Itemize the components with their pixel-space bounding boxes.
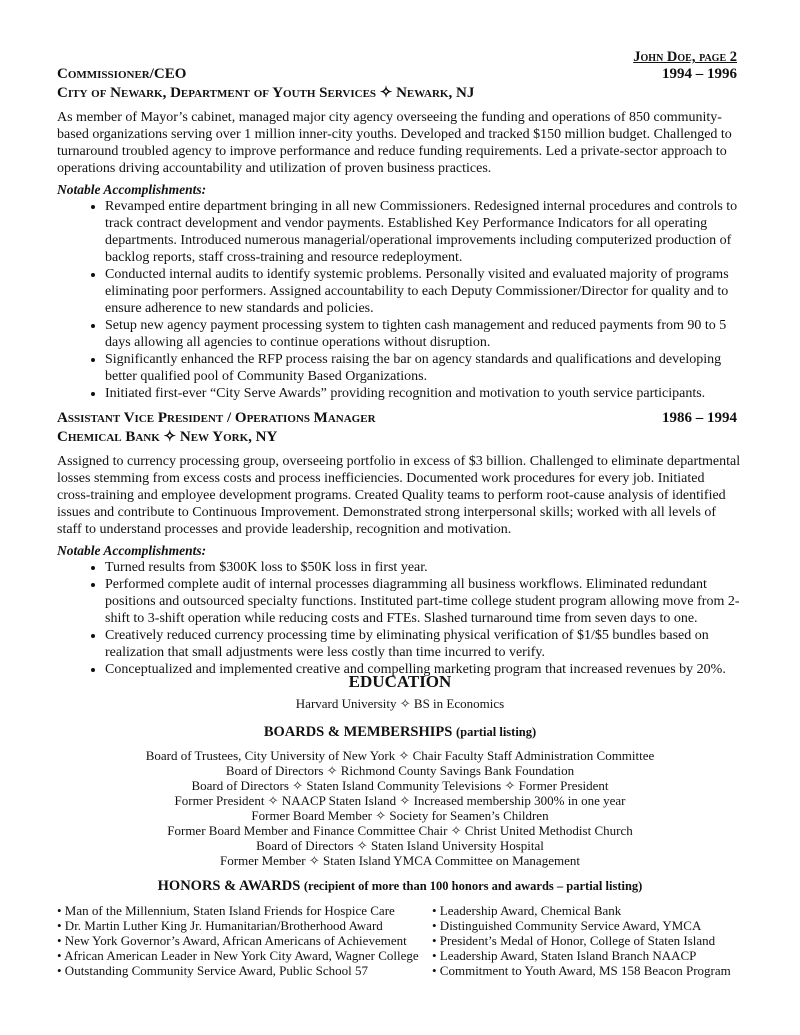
honor-item: • Distinguished Community Service Award, YMCA (432, 918, 702, 933)
list-item: • Performed complete audit of internal processes diagramming all business workflows. Eliminated redundant positions and outsourced specialty functions. Instituted part-time college student program allowing move from 2-shift to 3-shift operation while reducing costs and FTEs. Slashed turnaround time from seven days to one. (105, 576, 741, 627)
honor-item: • Outstanding Community Service Award, Public School 57 (57, 963, 369, 978)
job-chemical-bank (57, 409, 741, 678)
honors-right-column (432, 903, 731, 978)
honor-item: • Commitment to Youth Award, MS 158 Beacon Program (432, 963, 731, 978)
board-line: Former Board Member and Finance Committee Chair ✧ Christ United Methodist Church (167, 823, 633, 838)
list-item: • Initiated first-ever “City Serve Awards” providing recognition and motivation to youth service participants. (105, 385, 741, 402)
list-item: • Turned results from $300K loss to $50K loss in first year. (105, 559, 741, 576)
honors-list (57, 903, 757, 978)
list-item: • Conducted internal audits to identify systemic problems. Personally visited and evaluated majority of programs eliminating poor performers. Assigned accountability to each Deputy Commissioner/Director for quality and to ensure adherence to new standards and policies. (105, 266, 741, 317)
accomplishments-list (57, 559, 741, 678)
education-heading: EDUCATION (348, 672, 452, 691)
notable-heading: Notable Accomplishments: (57, 182, 207, 197)
board-line: Board of Directors ✧ Richmond County Savings Bank Foundation (225, 763, 575, 778)
honors-heading (0, 878, 800, 895)
list-item: • Creatively reduced currency processing time by eliminating physical verification of $1/$5 bundles based on realization that small adjustments were less costly than time incurred to verify. (105, 627, 741, 661)
honor-item: • New York Governor’s Award, African Americans of Achievement (57, 933, 407, 948)
honors-note: (recipient of more than 100 honors and awards – partial listing) (303, 879, 643, 893)
board-line: Former Member ✧ Staten Island YMCA Committee on Management (220, 853, 580, 868)
job-company: Chemical Bank ✧ New York, NY (57, 429, 278, 445)
boards-title: BOARDS & MEMBERSHIPS (263, 724, 453, 740)
list-item: • Significantly enhanced the RFP process raising the bar on agency standards and qualifications and developing better qualified pool of Community Based Organizations. (105, 351, 741, 385)
job-dates: 1986 – 1994 (662, 410, 737, 426)
honors-title: HONORS & AWARDS (157, 878, 301, 894)
accomplishments-list (57, 198, 741, 402)
boards-heading (0, 724, 800, 741)
job-dates: 1994 – 1996 (662, 66, 737, 82)
board-line: Former President ✧ NAACP Staten Island ✧ Increased membership 300% in one year (174, 793, 626, 808)
honor-item: • Dr. Martin Luther King Jr. Humanitarian/Brotherhood Award (57, 918, 383, 933)
job-summary: Assigned to currency processing group, overseeing portfolio in excess of $3 billion. Challenged to eliminate departmental losses stemming from excess costs and process inefficiencies. Documented work procedures for every job. Initiated cross-training and employee development programs. Created Quality teams to perform root-cause analysis of identified issues and contribute to Continuous Improvement. Demonstrated strong interpersonal skills; worked with all levels of staff to understand processes and provide leadership, recognition and motivation. (57, 454, 741, 537)
job-title: Assistant Vice President / Operations Manager (57, 410, 376, 426)
board-line: Former Board Member ✧ Society for Seamen’s Children (251, 808, 549, 823)
honor-item: • Man of the Millennium, Staten Island Friends for Hospice Care (57, 903, 395, 918)
honor-item: • African American Leader in New York City Award, Wagner College (57, 948, 419, 963)
page-header: John Doe, page 2 (633, 49, 737, 65)
honor-item: • Leadership Award, Staten Island Branch NAACP (432, 948, 697, 963)
honor-item: • President’s Medal of Honor, College of Staten Island (432, 933, 716, 948)
job-commissioner (57, 65, 741, 402)
boards-list (0, 748, 800, 868)
job-company: City of Newark, Department of Youth Services ✧ Newark, NJ (57, 85, 475, 101)
notable-heading: Notable Accomplishments: (57, 543, 207, 558)
education-line: Harvard University ✧ BS in Economics (295, 696, 505, 711)
boards-note: (partial listing) (455, 725, 537, 739)
board-line: Board of Trustees, City University of New York ✧ Chair Faculty Staff Administration Committee (145, 748, 655, 763)
honor-item: • Leadership Award, Chemical Bank (432, 903, 622, 918)
list-item: • Setup new agency payment processing system to tighten cash management and reduced payments from 90 to 5 days allowing all agencies to continue operations without disruption. (105, 317, 741, 351)
honors-left-column (57, 903, 432, 978)
list-item: • Conceptualized and implemented creative and compelling marketing program that increased revenues by 20%. (105, 661, 741, 678)
board-line: Board of Directors ✧ Staten Island Community Televisions ✧ Former President (191, 778, 609, 793)
job-title: Commissioner/CEO (57, 66, 187, 82)
job-summary: As member of Mayor’s cabinet, managed major city agency overseeing the funding and operations of 850 community-based organizations serving over 1 million inner-city youths. Developed and tracked $150 million budget. Challenged to turnaround troubled agency to improve performance and reduce funding requirements. Led a private-sector approach to operations driving accountability and utilization of proven business practices. (57, 110, 732, 176)
list-item: • Revamped entire department bringing in all new Commissioners. Redesigned internal procedures and controls to track contract development and vendor payments. Established Key Performance Indicators for all operating departments. Introduced numerous managerial/operational improvements including computerized production of backlog reports, staff cross-training and resource redeployment. (105, 198, 741, 266)
board-line: Board of Directors ✧ Staten Island University Hospital (256, 838, 544, 853)
